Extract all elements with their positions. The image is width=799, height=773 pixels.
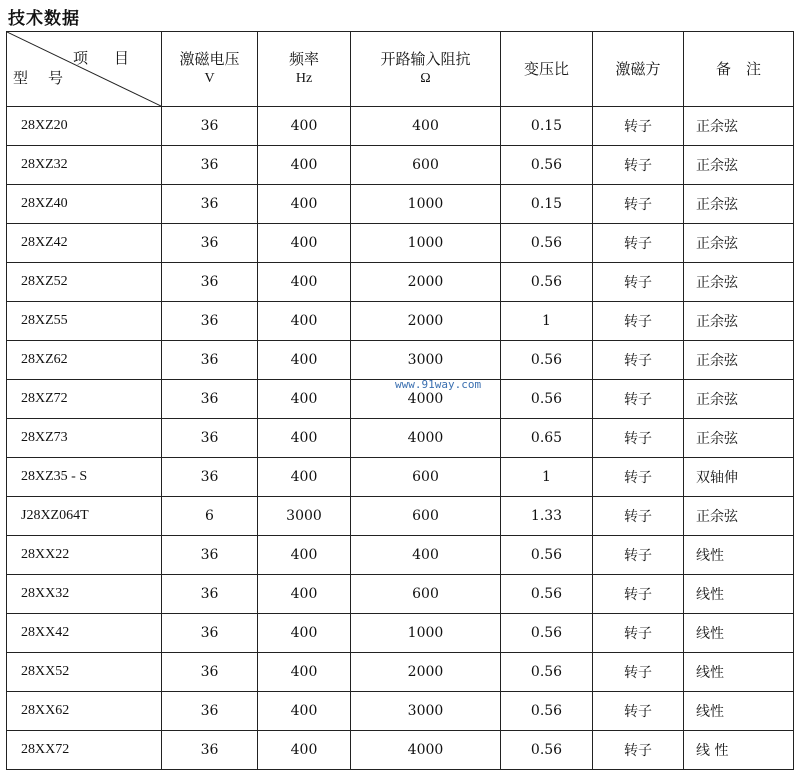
cell-voltage: 36 [162,692,258,731]
cell-ratio: 0.15 [501,185,593,224]
table-body [7,107,794,770]
cell-model: 28XX42 [7,614,162,653]
header-label: 变压比 [523,60,569,78]
cell-ratio: 0.56 [501,731,593,770]
cell-voltage: 6 [162,497,258,536]
cell-impedance: 2000 [351,302,501,341]
header-voltage [162,32,258,107]
table-header-row [7,32,794,107]
cell-voltage: 36 [162,536,258,575]
cell-impedance: 1000 [351,614,501,653]
cell-model: 28XZ42 [7,224,162,263]
cell-frequency: 400 [258,653,351,692]
cell-ratio: 0.56 [501,146,593,185]
cell-impedance: 600 [351,146,501,185]
cell-excitation: 转子 [593,107,684,146]
cell-ratio: 1 [501,302,593,341]
cell-impedance: 3000 [351,341,501,380]
cell-notes: 正余弦 [684,224,794,263]
cell-excitation: 转子 [593,497,684,536]
header-unit: Hz [295,71,313,86]
table-row [7,575,794,614]
cell-frequency: 400 [258,458,351,497]
cell-notes: 正余弦 [684,146,794,185]
cell-notes: 正余弦 [684,185,794,224]
table-row [7,497,794,536]
cell-impedance: 2000 [351,653,501,692]
cell-voltage: 36 [162,458,258,497]
cell-notes: 正余弦 [684,341,794,380]
cell-notes: 双轴伸 [684,458,794,497]
cell-frequency: 400 [258,302,351,341]
header-frequency [258,32,351,107]
cell-impedance: 600 [351,575,501,614]
cell-ratio: 0.56 [501,224,593,263]
cell-impedance: 4000 [351,380,501,419]
cell-impedance: 1000 [351,224,501,263]
page-title: 技术数据 [8,9,80,29]
cell-impedance: 4000 [351,731,501,770]
header-notes [684,32,794,107]
cell-model: 28XZ55 [7,302,162,341]
cell-notes: 正余弦 [684,107,794,146]
cell-frequency: 400 [258,692,351,731]
header-unit: V [204,71,215,86]
cell-model: 28XZ62 [7,341,162,380]
cell-ratio: 0.56 [501,692,593,731]
cell-excitation: 转子 [593,692,684,731]
cell-notes: 正余弦 [684,419,794,458]
cell-ratio: 1.33 [501,497,593,536]
cell-frequency: 400 [258,341,351,380]
cell-notes: 线性 [684,614,794,653]
cell-model: 28XX62 [7,692,162,731]
cell-ratio: 0.15 [501,107,593,146]
cell-excitation: 转子 [593,224,684,263]
table-row [7,614,794,653]
cell-impedance: 600 [351,497,501,536]
table-row [7,146,794,185]
header-excitation [593,32,684,107]
cell-ratio: 0.56 [501,263,593,302]
cell-ratio: 1 [501,458,593,497]
table-row [7,185,794,224]
cell-frequency: 400 [258,146,351,185]
cell-voltage: 36 [162,731,258,770]
cell-notes: 正余弦 [684,380,794,419]
cell-notes: 线性 [684,692,794,731]
cell-notes: 线 性 [684,731,794,770]
cell-excitation: 转子 [593,380,684,419]
cell-model: 28XZ35 - S [7,458,162,497]
cell-voltage: 36 [162,614,258,653]
cell-frequency: 400 [258,380,351,419]
table-row [7,692,794,731]
cell-impedance: 2000 [351,263,501,302]
header-corner-item-label: 项目 [72,49,155,67]
cell-model: 28XX22 [7,536,162,575]
cell-impedance: 4000 [351,419,501,458]
cell-ratio: 0.56 [501,380,593,419]
cell-excitation: 转子 [593,653,684,692]
spec-table [6,31,794,770]
cell-voltage: 36 [162,224,258,263]
cell-notes: 线性 [684,653,794,692]
table-row [7,731,794,770]
header-impedance [351,32,501,107]
cell-notes: 线性 [684,575,794,614]
cell-excitation: 转子 [593,341,684,380]
cell-model: 28XX72 [7,731,162,770]
cell-impedance: 3000 [351,692,501,731]
table-row [7,653,794,692]
cell-model: 28XZ52 [7,263,162,302]
header-label: 备 注 [715,60,761,78]
cell-frequency: 400 [258,536,351,575]
cell-model: 28XZ32 [7,146,162,185]
header-label: 激磁电压 [179,50,240,68]
cell-ratio: 0.65 [501,419,593,458]
cell-voltage: 36 [162,653,258,692]
header-label: 频率 [288,50,319,68]
cell-frequency: 400 [258,263,351,302]
cell-excitation: 转子 [593,419,684,458]
header-label: 开路输入阻抗 [380,50,471,68]
cell-model: J28XZ064T [7,497,162,536]
cell-frequency: 400 [258,575,351,614]
header-corner-cell [7,32,162,107]
cell-model: 28XX52 [7,653,162,692]
cell-ratio: 0.56 [501,575,593,614]
cell-model: 28XX32 [7,575,162,614]
header-unit: Ω [420,71,431,86]
cell-excitation: 转子 [593,536,684,575]
cell-frequency: 400 [258,107,351,146]
header-label: 激磁方 [615,60,661,78]
cell-excitation: 转子 [593,458,684,497]
cell-voltage: 36 [162,302,258,341]
cell-voltage: 36 [162,263,258,302]
cell-frequency: 400 [258,731,351,770]
table-row [7,302,794,341]
cell-excitation: 转子 [593,263,684,302]
watermark: www.91way.com [395,378,482,391]
cell-notes: 正余弦 [684,302,794,341]
cell-impedance: 400 [351,536,501,575]
cell-voltage: 36 [162,341,258,380]
cell-model: 28XZ40 [7,185,162,224]
cell-frequency: 400 [258,224,351,263]
cell-impedance: 1000 [351,185,501,224]
cell-excitation: 转子 [593,302,684,341]
header-ratio [501,32,593,107]
cell-frequency: 400 [258,185,351,224]
table-row [7,263,794,302]
cell-model: 28XZ73 [7,419,162,458]
table-row [7,419,794,458]
cell-frequency: 3000 [258,497,351,536]
cell-frequency: 400 [258,419,351,458]
header-corner-model-label: 型号 [13,69,84,87]
cell-excitation: 转子 [593,731,684,770]
cell-excitation: 转子 [593,575,684,614]
table-row [7,341,794,380]
cell-voltage: 36 [162,380,258,419]
cell-notes: 线性 [684,536,794,575]
table-row [7,458,794,497]
cell-model: 28XZ72 [7,380,162,419]
cell-excitation: 转子 [593,146,684,185]
cell-frequency: 400 [258,614,351,653]
cell-voltage: 36 [162,107,258,146]
cell-excitation: 转子 [593,185,684,224]
table-row [7,107,794,146]
cell-voltage: 36 [162,419,258,458]
cell-notes: 正余弦 [684,497,794,536]
cell-impedance: 400 [351,107,501,146]
table-row [7,536,794,575]
cell-ratio: 0.56 [501,614,593,653]
cell-excitation: 转子 [593,614,684,653]
cell-voltage: 36 [162,575,258,614]
cell-ratio: 0.56 [501,341,593,380]
cell-ratio: 0.56 [501,653,593,692]
cell-ratio: 0.56 [501,536,593,575]
cell-voltage: 36 [162,185,258,224]
cell-notes: 正余弦 [684,263,794,302]
cell-model: 28XZ20 [7,107,162,146]
cell-impedance: 600 [351,458,501,497]
table-row [7,224,794,263]
cell-voltage: 36 [162,146,258,185]
